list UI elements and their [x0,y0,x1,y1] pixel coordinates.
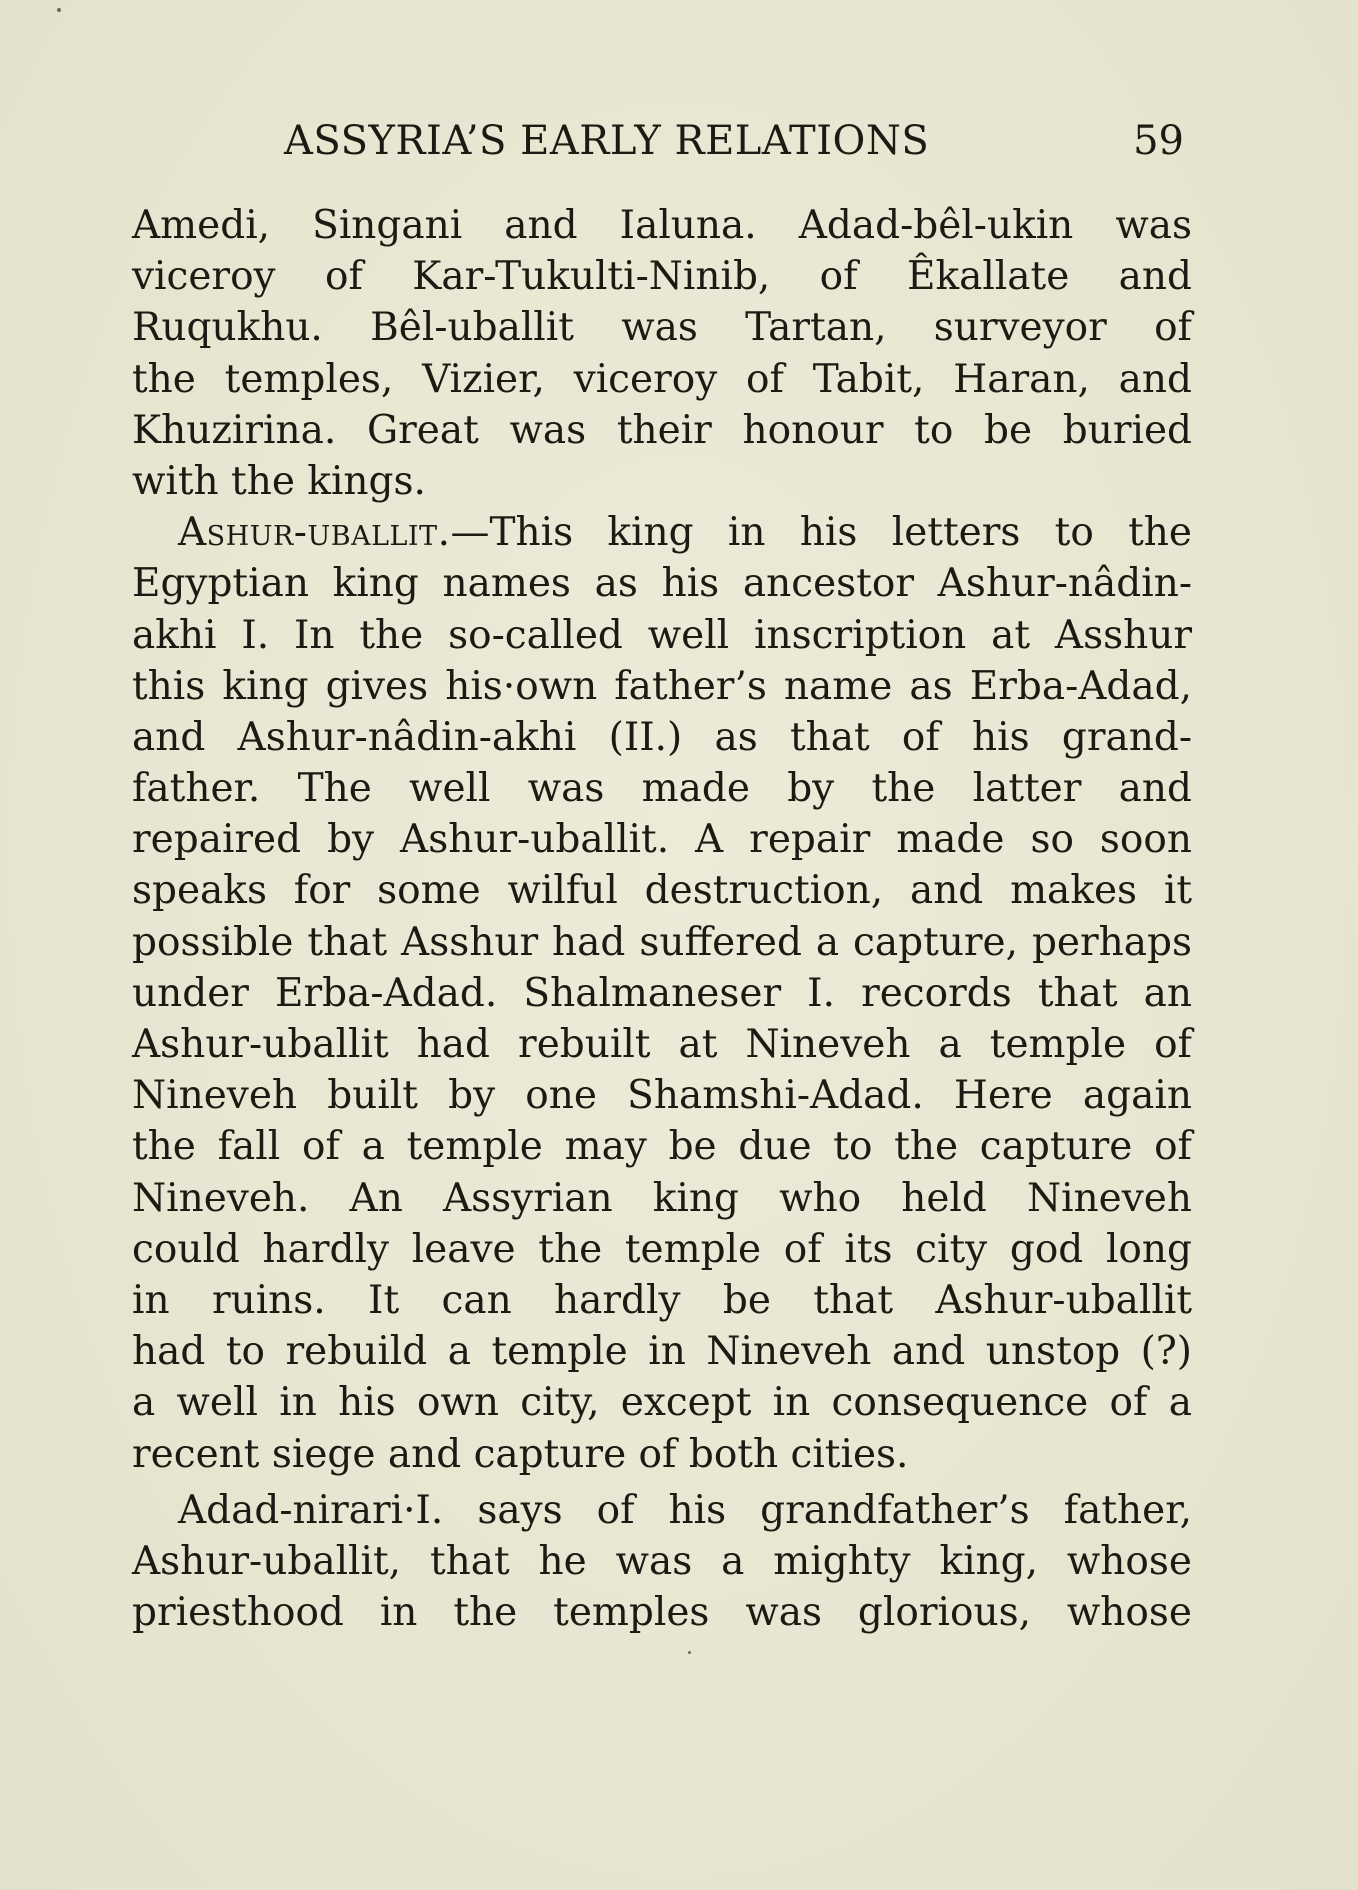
text-line: akhi I. In the so-called well inscription at Asshur [132,612,1192,658]
text-line: a well in his own city, except in consequence of a [132,1380,1192,1426]
text-line: Ashur-uballit, that he was a mighty king, whose [132,1538,1192,1584]
text-line: viceroy of Kar-Tukulti-Ninib, of Êkallate and [132,254,1192,300]
text-line: Nineveh built by one Shamshi-Adad. Here again [132,1073,1192,1119]
text-line [132,507,1192,558]
text-line: the temples, Vizier, viceroy of Tabit, Haran, and [132,356,1192,402]
text-line: could hardly leave the temple of its city god long [132,1226,1192,1272]
text-line: this king gives his·own father’s name as Erba-Adad, [132,663,1192,709]
text-line-rest: —This king in his letters to the [450,510,1192,556]
text-line: Adad-nirari·I. says of his grandfather’s father, [178,1487,1192,1533]
running-title: ASSYRIA’S EARLY RELATIONS [284,118,930,164]
text-line: Ashur-uballit had rebuilt at Nineveh a temple of [132,1022,1192,1067]
text-line: in ruins. It can hardly be that Ashur-uballit [132,1277,1192,1323]
text-line: recent siege and capture of both cities. [132,1431,909,1477]
text-line: father. The well was made by the latter and [132,766,1192,812]
paper-speck [57,8,61,12]
text-line: priesthood in the temples was glorious, whose [132,1590,1192,1636]
section-lead-in: Ashur-uballit. [178,510,451,556]
text-line: possible that Asshur had suffered a capture, perhaps [132,919,1192,965]
text-line: the fall of a temple may be due to the capture of [132,1124,1192,1170]
body-text [132,200,1192,1638]
text-line: under Erba-Adad. Shalmaneser I. records that an [132,970,1192,1016]
text-line: Khuzirina. Great was their honour to be buried [132,407,1192,453]
text-line: with the kings. [132,458,426,504]
text-line: Nineveh. An Assyrian king who held Nineveh [132,1175,1192,1221]
page-number: 59 [1133,118,1184,164]
text-line: Amedi, Singani and Ialuna. Adad-bêl-ukin was [132,203,1192,248]
text-line: had to rebuild a temple in Nineveh and unstop (?) [132,1329,1192,1375]
paper-speck [688,1651,691,1654]
page-header [132,118,1192,174]
text-line: Egyptian king names as his ancestor Ashur-nâdin- [132,561,1192,607]
text-line: Ruqukhu. Bêl-uballit was Tartan, surveyor of [132,305,1192,351]
text-line: and Ashur-nâdin-akhi (II.) as that of his grand- [132,714,1192,760]
text-line: repaired by Ashur-uballit. A repair made so soon [132,817,1192,863]
text-line: speaks for some wilful destruction, and makes it [132,868,1192,914]
